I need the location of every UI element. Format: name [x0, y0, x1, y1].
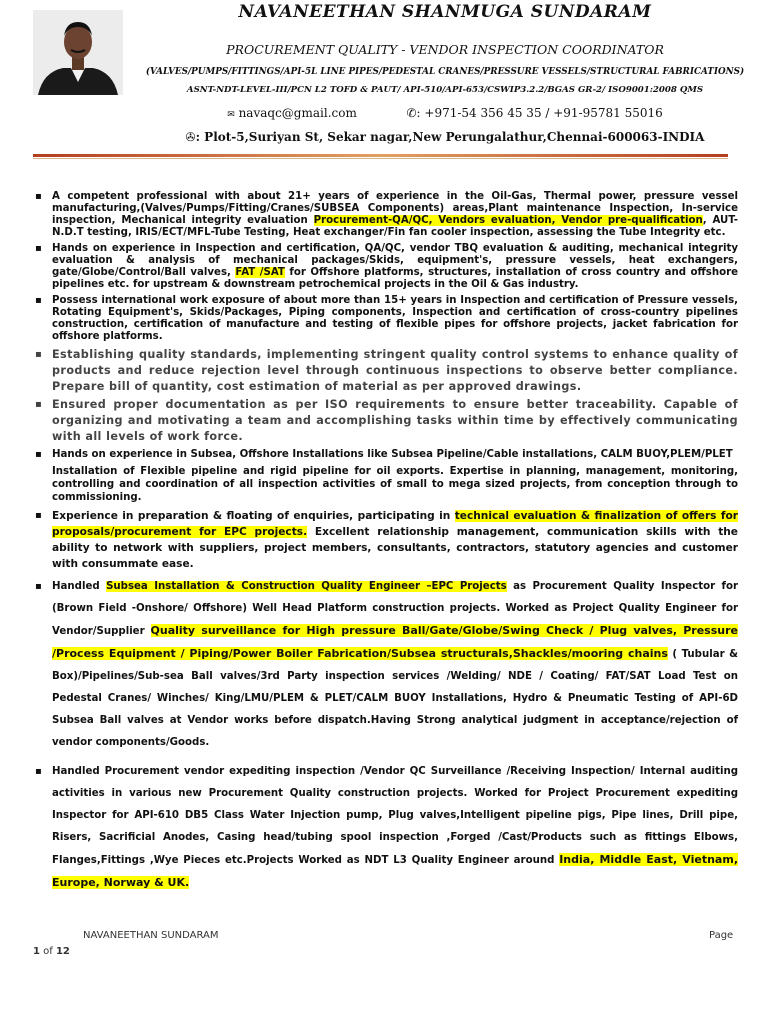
bullet-subsea: ▪ Hands on experience in Subsea, Offshore Installations like Subsea Pipeline/Cable installations, CALM BUOY,PLEM/PLET Installation of Flexible pipeline and rigid pipeline for oil exports. Expertise in planning, management, monitoring, controlling and coordination of all inspection activities of small to mega sized projects, from conception through to commissioning. [33, 447, 738, 504]
footer-name: NAVANEETHAN SUNDARAM [83, 930, 219, 941]
candidate-name: NAVANEETHAN SHANMUGA SUNDARAM [238, 2, 652, 22]
address-text: : Plot-5,Suriyan St, Sekar nagar,New Perungalathur,Chennai-600063-INDIA [195, 130, 705, 144]
contact-line [130, 106, 760, 120]
highlight-fat-sat: FAT /SAT [235, 267, 285, 278]
bullet-subsea-installation: ▪ Handled Subsea Installation & Construction Quality Engineer –EPC Projects as Procurement Quality Inspector for (Brown Field -Onshore/ Offshore) Well Head Platform construction projects. Worked as Project Quality Engineer for Vendor/Supplier Quality surveillance for High pressure Ball/Gate/Globe/Swing Check / Plug valves, Pressure /Process Equipment / Piping/Power Boiler Fabrication/Subsea structurals,Shackles/mooring chains ( Tubular & Box)/Pipelines/Sub-sea Ball valves/3rd Party inspection services /Welding/ NDE / Coating/ FAT/SAT Load Test on Pedestal Cranes/ Winches/ King/LMU/PLEM & PLET/CALM BUOY Installations, Hydro & Pneumatic Testing of API-6D Subsea Ball valves at Vendor works before dispatch.Having Strong analytical judgment in acceptance/rejection of vendor components/Goods. [33, 576, 738, 754]
bullet-summary: ▪ A competent professional with about 21+ years of experience in the Oil-Gas, Thermal power, pressure vessel manufacturing,(Valves/Pumps/Fitting/Cranes/SUBSEA Components) areas,Plant maintenance Inspection, In-service inspection, Mechanical integrity evaluation Procurement-QA/QC, Vendors evaluation, Vendor pre-qualification, AUT-N.D.T testing, IRIS/ECT/MFL-Tube Testing, Heat exchanger/Fin fan cooler inspection, assessing the Tube Integrity etc. [33, 191, 738, 239]
highlight-regions: India, Middle East, Vietnam, Europe, Norway & UK. [52, 853, 738, 889]
job-title: PROCUREMENT QUALITY - VENDOR INSPECTION COORDINATOR [226, 42, 664, 57]
experience-bullets [33, 191, 738, 902]
certifications-line: ASNT-NDT-LEVEL-III/PCN L2 TOFD & PAUT/ API-510/API-653/CSWIP3.2.2/BGAS GR-2/ ISO9001:2008 QMS [186, 85, 704, 95]
bullet-quality-standards: ▪ Establishing quality standards, implementing stringent quality control systems to enhance quality of products and reduce rejection level through continuous inspections to observe better compliance. Prepare bill of quantity, cost estimation of material as per approved drawings. [33, 347, 738, 395]
address-card-icon: ✇ [185, 130, 196, 144]
bullet-inspection: ▪ Hands on experience in Inspection and certification, QA/QC, vendor TBQ evaluation & auditing, mechanical integrity evaluation & analysis of mechanical packages/Skids, equipment's, pressure vessels, heat exchangers, gate/Globe/Control/Ball valves, FAT /SAT for Offshore platforms, structures, installation of cross country and offshore pipelines etc. for upstream & downstream petrochemical projects in the Oil & Gas industry. [33, 243, 738, 291]
phone-icon: ✆ [406, 106, 417, 120]
bullet-procurement-expediting: ▪ Handled Procurement vendor expediting inspection /Vendor QC Surveillance /Receiving Inspection/ Internal auditing activities in various new Procurement Quality construction projects. Worked for Project Procurement expediting Inspector for API-610 DB5 Class Water Injection pump, Plug valves,Intelligent pipeline pigs, Pipe lines, Drill pipe, Risers, Sacrificial Anodes, Casing head/tubing spool inspection ,Forged /Cast/Products such as fittings Elbows, Flanges,Fittings ,Wye Pieces etc.Projects Worked as NDT L3 Quality Engineer around India, Middle East, Vietnam, Europe, Norway & UK. [33, 761, 738, 895]
highlight-quality-surveillance: Quality surveillance for High pressure Ball/Gate/Globe/Swing Check / Plug valves, Pressure /Process Equipment / Piping/Power Boiler Fabrication/Subsea structurals,Shackles/mooring chains [52, 624, 738, 660]
highlight-epc-projects: Subsea Installation & Construction Quality Engineer –EPC Projects [106, 581, 507, 592]
header-divider-thin [33, 158, 728, 159]
bullet-documentation: ▪ Ensured proper documentation as per ISO requirements to ensure better traceability. Capable of organizing and motivating a team and accomplishing tasks within time by effectively communicating with all levels of work force. [33, 397, 738, 445]
phone-number: : +971-54 356 45 35 / +91-95781 55016 [416, 106, 663, 120]
bullet-enquiries: ▪ Experience in preparation & floating of enquiries, participating in technical evaluation & finalization of offers for proposals/procurement for EPC projects. Excellent relationship management, communication skills with the ability to network with suppliers, project members, consultants, contractors, statutory agencies and customer with consummate ease. [33, 508, 738, 572]
highlight-technical-evaluation: technical evaluation & finalization of offers for proposals/procurement for EPC projects. [52, 510, 738, 538]
page-counter: 1 of 12 [33, 946, 70, 957]
email-link[interactable]: navaqc@gmail.com [238, 106, 357, 120]
highlight-procurement: Procurement-QA/QC, Vendors evaluation, Vendor pre-qualification [313, 215, 703, 226]
envelope-icon: ✉ [227, 110, 235, 120]
footer-page-label: Page [709, 930, 734, 941]
header-divider [33, 154, 728, 157]
scope-line: (VALVES/PUMPS/FITTINGS/API-5L LINE PIPES/PEDESTAL CRANES/PRESSURE VESSELS/STRUCTURAL FABRICATIONS) [145, 67, 745, 77]
bullet-international: ▪ Possess international work exposure of about more than 15+ years in Inspection and certification of Pressure vessels, Rotating Equipment's, Skids/Packages, Piping components, Inspection and certification of cross-country pipelines construction, certification of manufacture and testing of flexible pipes for offshore projects, jacket fabrication for offshore platforms. [33, 295, 738, 343]
profile-photo [33, 10, 123, 95]
portrait-image [33, 10, 123, 95]
address-line [130, 130, 760, 144]
